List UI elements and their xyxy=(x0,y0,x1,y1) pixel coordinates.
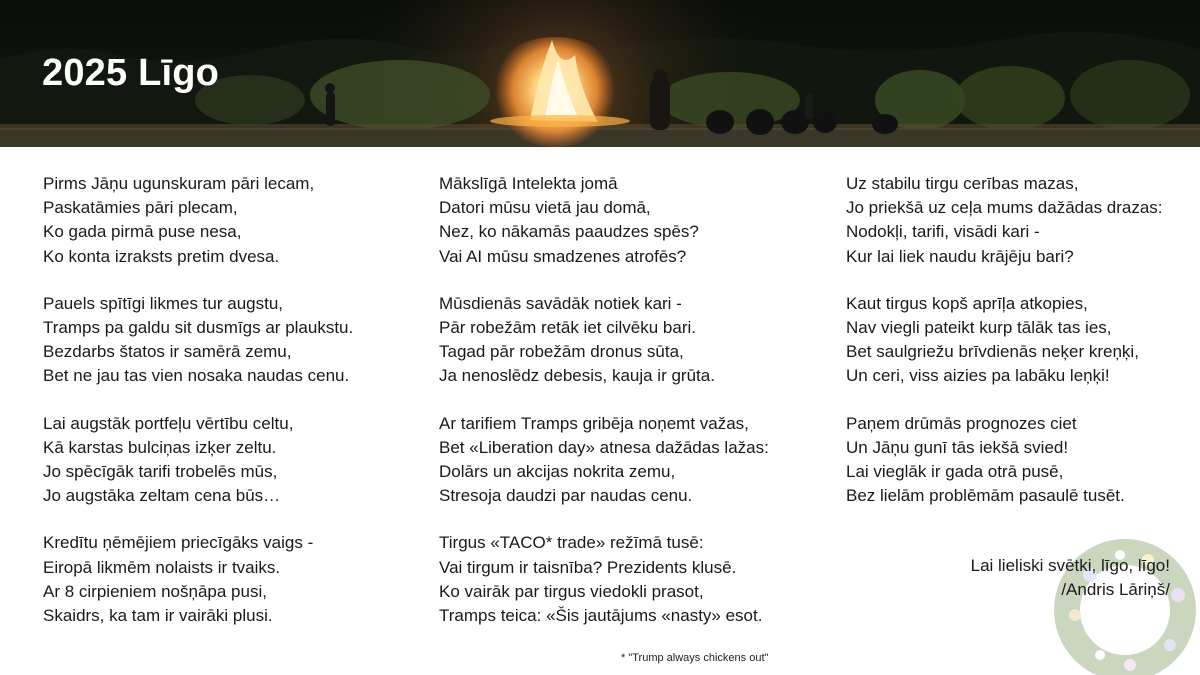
poem-line: Tramps teica: «Šis jautājums «nasty» esot. xyxy=(439,606,763,626)
poem-line: Lai augstāk portfeļu vērtību celtu, xyxy=(43,413,294,433)
author-signature: /Andris Lāriņš/ xyxy=(1061,580,1170,600)
poem-line: Paņem drūmās prognozes ciet xyxy=(846,413,1077,433)
poem-line: Eiropā likmēm nolaists ir tvaiks. xyxy=(43,557,281,577)
poem-line: Dolārs un akcijas nokrita zemu, xyxy=(439,462,676,482)
poem-line: Kaut tirgus kopš aprīļa atkopies, xyxy=(846,293,1088,313)
poem-line: Ar tarifiem Tramps gribēja noņemt važas, xyxy=(439,413,749,433)
poem-line: Ar 8 cirpieniem nošņāpa pusi, xyxy=(43,581,267,601)
page-title: 2025 Līgo xyxy=(42,52,220,94)
poem-line: Mākslīgā Intelekta jomā xyxy=(439,174,618,193)
stanza xyxy=(439,531,819,628)
stanza xyxy=(439,412,819,509)
poem-line: Bez lielām problēmām pasaulē tusēt. xyxy=(846,486,1125,506)
poem-line: Datori mūsu vietā jau domā, xyxy=(439,198,651,218)
stanza xyxy=(43,412,423,509)
poem-line: Pār robežām retāk iet cilvēku bari. xyxy=(439,318,696,338)
stanza xyxy=(846,292,1191,389)
poem-line: Pirms Jāņu ugunskuram pāri lecam, xyxy=(43,174,315,193)
signoff xyxy=(971,554,1170,602)
poem-line: Skaidrs, ka tam ir vairāki plusi. xyxy=(43,606,273,626)
footnote: * "Trump always chickens out" xyxy=(621,652,769,664)
poem-line: Kredītu ņēmējiem priecīgāks vaigs - xyxy=(43,533,314,553)
poem-line: Tirgus «TACO* trade» režīmā tusē: xyxy=(439,533,704,553)
poem-line: Jo augstāka zeltam cena būs… xyxy=(43,486,281,506)
poem-line: Ko gada pirmā puse nesa, xyxy=(43,222,242,242)
poem-line: Nav viegli pateikt kurp tālāk tas ies, xyxy=(846,318,1112,338)
poem-line: Stresoja daudzi par naudas cenu. xyxy=(439,486,693,506)
poem-line: Nodokļi, tarifi, visādi kari - xyxy=(846,222,1040,242)
poem-line: Kā karstas bulciņas izķer zeltu. xyxy=(43,437,277,457)
stanza xyxy=(846,412,1191,509)
poem-line: Pauels spītīgi likmes tur augstu, xyxy=(43,293,284,313)
poem-line: Bet saulgriežu brīvdienās neķer kreņķi, xyxy=(846,342,1139,362)
poem-line: Ko vairāk par tirgus viedokli prasot, xyxy=(439,581,704,601)
poem-line: Un ceri, viss aizies pa labāku leņķi! xyxy=(846,366,1110,386)
poem-line: Tagad pār robežām dronus sūta, xyxy=(439,342,684,362)
poem-line: Mūsdienās savādāk notiek kari - xyxy=(439,293,682,313)
stanza xyxy=(43,531,423,628)
poem-line: Ko konta izraksts pretim dvesa. xyxy=(43,246,280,266)
stanza xyxy=(43,292,423,389)
poem-line: Paskatāmies pāri plecam, xyxy=(43,198,238,218)
poem-line: Jo priekšā uz ceļa mums dažādas drazas: xyxy=(846,198,1163,218)
stanza xyxy=(439,172,819,269)
poem-line: Ja nenoslēdz debesis, kauja ir grūta. xyxy=(439,366,715,386)
poem-line: Uz stabilu tirgu cerības mazas, xyxy=(846,174,1079,193)
poem-column-2 xyxy=(439,172,819,651)
poem-line: Jo spēcīgāk tarifi trobelēs mūs, xyxy=(43,462,278,482)
poem-line: Bet «Liberation day» atnesa dažādas lažas: xyxy=(439,437,769,457)
poem-line: Kur lai liek naudu krājēju bari? xyxy=(846,246,1074,266)
stanza xyxy=(43,172,423,269)
greeting-line: Lai lieliski svētki, līgo, līgo! xyxy=(970,556,1170,575)
poem-line: Bezdarbs štatos ir samērā zemu, xyxy=(43,342,292,362)
poem-line: Nez, ko nākamās paaudzes spēs? xyxy=(439,222,699,242)
poem-line: Un Jāņu gunī tās iekšā svied! xyxy=(846,437,1069,457)
stanza xyxy=(846,172,1191,269)
poem-line: Vai AI mūsu smadzenes atrofēs? xyxy=(439,246,687,266)
poem-line: Vai tirgum ir taisnība? Prezidents klusē. xyxy=(439,557,737,577)
poem-column-1 xyxy=(43,172,423,651)
poem-line: Tramps pa galdu sit dusmīgs ar plaukstu. xyxy=(43,318,354,338)
poem-column-3 xyxy=(846,172,1191,531)
stanza xyxy=(439,292,819,389)
poem-line: Bet ne jau tas vien nosaka naudas cenu. xyxy=(43,366,350,386)
poem-line: Lai vieglāk ir gada otrā pusē, xyxy=(846,462,1064,482)
